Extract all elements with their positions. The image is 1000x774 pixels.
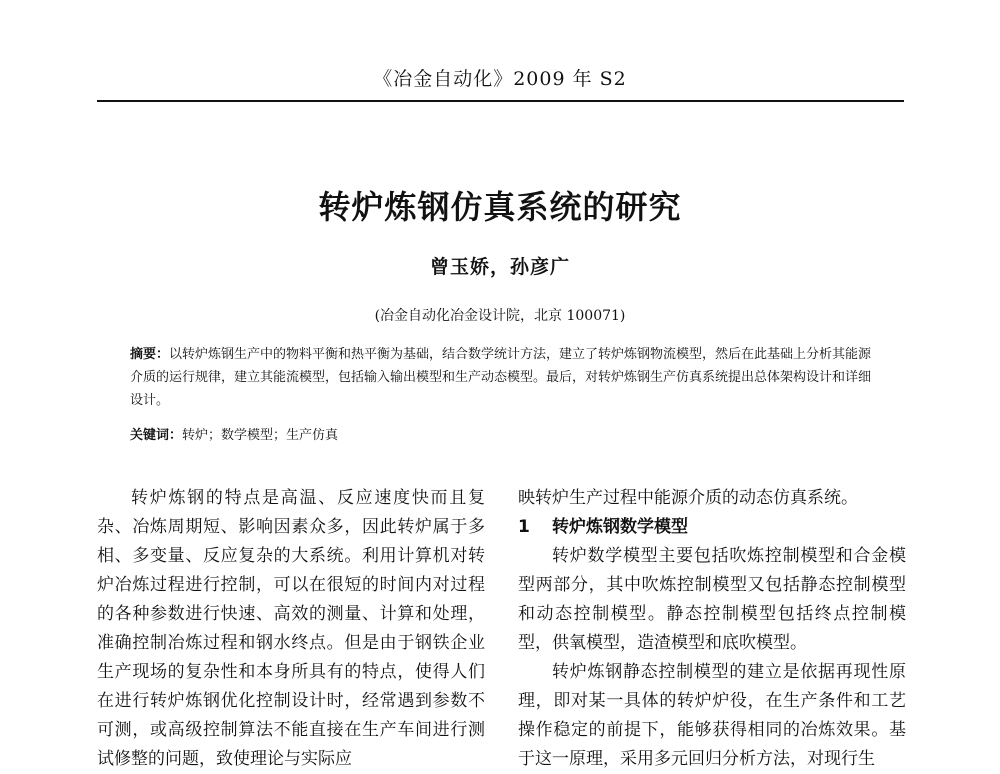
abstract	[130, 343, 880, 412]
authors: 曾玉娇，孙彦广	[429, 256, 570, 278]
header-rule	[97, 100, 904, 102]
keywords-text: 转炉；数学模型；生产仿真	[182, 428, 339, 443]
keywords-label: 关键词：	[130, 428, 183, 443]
abstract-text: 以转炉炼钢生产中的物料平衡和热平衡为基础，结合数学统计方法，建立了转炉炼钢物流模型，然后在此基础上分析其能源介质的运行规律，建立其能流模型，包括输入输出模型和生产动态模型。最后，对转炉炼钢生产仿真系统提出总体架构设计和详细设计。	[130, 347, 872, 408]
body-paragraph: 转炉炼钢的特点是高温、反应速度快而且复杂、冶炼周期短、影响因素众多，因此转炉属于多相、多变量、反应复杂的大系统。利用计算机对转炉冶炼过程进行控制，可以在很短的时间内对过程的各种参数进行快速、高效的测量、计算和处理，准确控制冶炼过程和钢水终点。但是由于钢铁企业生产现场的复杂性和本身所具有的特点，使得人们在进行转炉炼钢优化控制设计时，经常遇到参数不可测，或高级控制算法不能直接在生产车间进行测试修整的问题，致使理论与实际应	[97, 488, 485, 769]
section-title: 转炉炼钢数学模型	[552, 517, 688, 537]
journal-header: 《冶金自动化》2009 年 S2	[373, 68, 627, 90]
section-number: 1	[518, 517, 530, 537]
abstract-label: 摘要：	[130, 347, 170, 362]
keywords	[130, 426, 880, 446]
left-column	[97, 484, 485, 774]
body-paragraph: 转炉数学模型主要包括吹炼控制模型和合金模型两部分，其中吹炼控制模型又包括静态控制模型和动态控制模型。静态控制模型包括终点控制模型，供氧模型，造渣模型和底吹模型。	[518, 546, 906, 653]
body-paragraph: 转炉炼钢静态控制模型的建立是依据再现性原理，即对某一具体的转炉炉役，在生产条件和工艺操作稳定的前提下，能够获得相同的冶炼效果。基于这一原理，采用多元回归分析方法，对现行生	[518, 662, 906, 769]
affiliation: (冶金自动化冶金设计院，北京 100071)	[374, 308, 626, 324]
section-heading	[518, 513, 906, 542]
right-column	[518, 484, 906, 774]
paper-title: 转炉炼钢仿真系统的研究	[318, 188, 682, 226]
body-paragraph-continuation: 映转炉生产过程中能源介质的动态仿真系统。	[518, 488, 858, 508]
